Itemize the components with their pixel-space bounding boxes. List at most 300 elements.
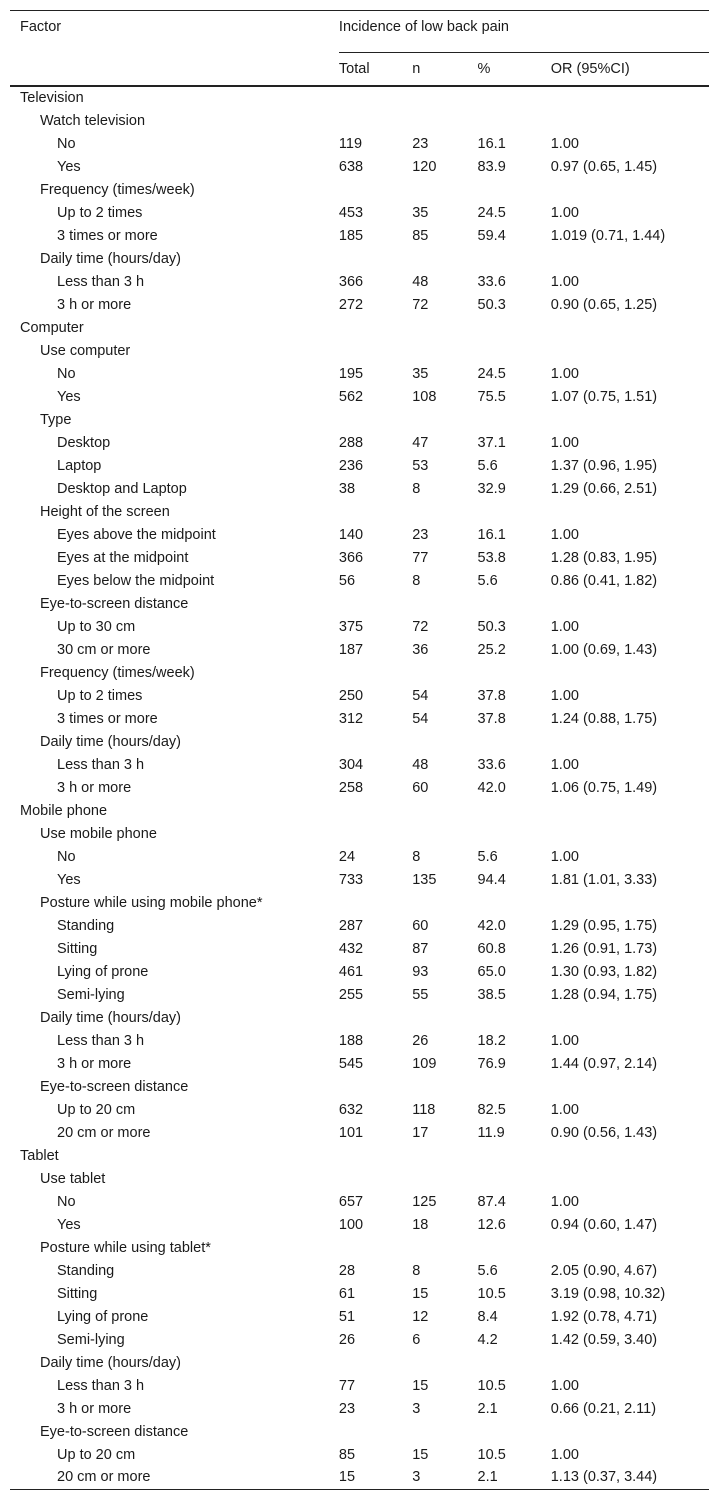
table-row (10, 293, 709, 316)
factor-cell: Eye-to-screen distance (40, 1078, 189, 1095)
factor-cell: Height of the screen (40, 503, 170, 520)
pct-cell: 37.8 (477, 687, 506, 704)
subsection-row (10, 1006, 709, 1029)
factor-cell: Tablet (20, 1147, 59, 1164)
table-row (10, 224, 709, 247)
factor-cell: Up to 30 cm (57, 618, 136, 635)
pct-cell: 76.9 (477, 1055, 506, 1072)
total-cell: 56 (338, 572, 356, 589)
table-row (10, 1190, 709, 1213)
n-cell (412, 1167, 477, 1190)
factor-cell: Laptop (57, 457, 102, 474)
n-cell: 8 (412, 480, 421, 497)
n-cell (412, 178, 477, 201)
total-cell: 272 (338, 296, 364, 313)
pct-cell (478, 661, 551, 684)
subsection-row (10, 1167, 709, 1190)
table-row (10, 385, 709, 408)
n-cell (412, 822, 477, 845)
pct-cell (478, 1420, 551, 1443)
n-cell (412, 891, 477, 914)
total-cell (339, 408, 412, 431)
total-cell: 545 (338, 1055, 364, 1072)
pct-cell (478, 1006, 551, 1029)
total-cell: 288 (338, 434, 364, 451)
n-cell (412, 1236, 477, 1259)
factor-cell: Eye-to-screen distance (40, 1423, 189, 1440)
n-cell: 54 (412, 687, 429, 704)
or-cell: 1.00 (550, 526, 579, 543)
table-row (10, 707, 709, 730)
pct-cell: 10.5 (477, 1446, 506, 1463)
data-table (10, 10, 709, 1490)
total-cell (339, 316, 412, 339)
total-cell (339, 592, 412, 615)
table-row (10, 983, 709, 1006)
pct-cell: 10.5 (477, 1377, 506, 1394)
total-cell: 101 (338, 1124, 364, 1141)
or-cell (551, 247, 709, 270)
or-cell: 1.26 (0.91, 1.73) (550, 940, 658, 957)
n-cell: 36 (412, 641, 429, 658)
pct-cell: 16.1 (477, 526, 506, 543)
total-cell: 733 (338, 871, 364, 888)
or-header: OR (95%CI) (550, 61, 630, 77)
or-cell: 1.00 (550, 1193, 579, 1210)
total-cell: 51 (338, 1308, 356, 1325)
n-cell: 60 (412, 779, 429, 796)
total-cell (339, 1351, 412, 1374)
total-cell: 453 (338, 204, 364, 221)
total-cell (339, 1006, 412, 1029)
pct-cell: 33.6 (477, 756, 506, 773)
factor-cell: Type (40, 411, 72, 428)
total-cell (339, 1144, 412, 1167)
pct-cell: 2.1 (477, 1400, 498, 1417)
factor-cell: No (57, 135, 76, 152)
n-cell: 72 (412, 618, 429, 635)
or-cell: 1.019 (0.71, 1.44) (550, 227, 666, 244)
total-cell: 366 (338, 273, 364, 290)
total-cell: 250 (338, 687, 364, 704)
pct-cell: 53.8 (477, 549, 506, 566)
table-row (10, 1466, 709, 1489)
pct-cell (478, 408, 551, 431)
or-cell: 1.00 (550, 1446, 579, 1463)
pct-cell: 18.2 (477, 1032, 506, 1049)
table-header (10, 11, 709, 87)
or-cell: 1.00 (550, 365, 579, 382)
factor-cell: Desktop (57, 434, 111, 451)
n-cell: 48 (412, 756, 429, 773)
factor-cell: Eyes at the midpoint (57, 549, 189, 566)
total-cell (339, 339, 412, 362)
subsection-row (10, 891, 709, 914)
total-cell: 195 (338, 365, 364, 382)
factor-cell: Yes (57, 388, 81, 405)
pct-cell: 2.1 (477, 1469, 498, 1486)
table-row (10, 1397, 709, 1420)
n-cell (412, 1075, 477, 1098)
n-cell (412, 1351, 477, 1374)
or-cell: 1.24 (0.88, 1.75) (550, 710, 658, 727)
factor-cell: Mobile phone (20, 802, 108, 819)
pct-cell (478, 1236, 551, 1259)
or-cell (551, 661, 709, 684)
n-cell: 8 (412, 848, 421, 865)
pct-cell: 24.5 (477, 365, 506, 382)
n-cell: 135 (412, 871, 437, 888)
factor-cell: Desktop and Laptop (57, 480, 187, 497)
n-cell: 8 (412, 1262, 421, 1279)
table-row (10, 546, 709, 569)
factor-cell: No (57, 848, 76, 865)
pct-cell (478, 1167, 551, 1190)
or-cell (551, 1236, 709, 1259)
or-cell: 1.29 (0.95, 1.75) (550, 917, 658, 934)
total-cell: 187 (338, 641, 364, 658)
factor-cell: Lying of prone (57, 963, 149, 980)
total-cell: 188 (338, 1032, 364, 1049)
factor-header-spacer (10, 53, 339, 87)
n-cell: 77 (412, 549, 429, 566)
or-cell: 0.90 (0.65, 1.25) (550, 296, 658, 313)
pct-cell: 37.1 (477, 434, 506, 451)
factor-cell: Yes (57, 1216, 81, 1233)
total-cell (339, 1420, 412, 1443)
table-row (10, 684, 709, 707)
total-cell (339, 109, 412, 132)
pct-cell (478, 500, 551, 523)
table-body (10, 86, 709, 1489)
n-cell: 93 (412, 963, 429, 980)
or-cell: 1.00 (0.69, 1.43) (550, 641, 658, 658)
subsection-row (10, 500, 709, 523)
total-cell: 562 (338, 388, 364, 405)
factor-cell: Frequency (times/week) (40, 664, 195, 681)
n-cell: 72 (412, 296, 429, 313)
pct-cell: 33.6 (477, 273, 506, 290)
group-header: Incidence of low back pain (339, 11, 709, 53)
n-cell (412, 799, 477, 822)
n-cell: 23 (412, 135, 429, 152)
factor-cell: 3 h or more (57, 779, 132, 796)
or-cell (551, 891, 709, 914)
factor-cell: Use mobile phone (40, 825, 157, 842)
table-row (10, 362, 709, 385)
pct-cell: 10.5 (477, 1285, 506, 1302)
subsection-row (10, 1351, 709, 1374)
section-row (10, 799, 709, 822)
total-cell: 100 (338, 1216, 364, 1233)
factor-cell: 3 h or more (57, 1400, 132, 1417)
pct-cell (478, 247, 551, 270)
or-cell (551, 178, 709, 201)
total-cell (339, 178, 412, 201)
or-cell: 1.28 (0.83, 1.95) (550, 549, 658, 566)
table-row (10, 1098, 709, 1121)
table-row (10, 431, 709, 454)
factor-cell: Standing (57, 917, 115, 934)
or-cell: 0.66 (0.21, 2.11) (550, 1400, 657, 1417)
n-cell: 8 (412, 572, 421, 589)
factor-cell: Up to 20 cm (57, 1101, 136, 1118)
n-cell: 53 (412, 457, 429, 474)
pct-cell: 16.1 (477, 135, 506, 152)
factor-cell: Eyes below the midpoint (57, 572, 215, 589)
factor-cell: Standing (57, 1262, 115, 1279)
n-cell (412, 1144, 477, 1167)
or-cell: 1.28 (0.94, 1.75) (550, 986, 658, 1003)
n-cell: 6 (412, 1331, 421, 1348)
subsection-row (10, 109, 709, 132)
table-row (10, 776, 709, 799)
n-cell (412, 316, 477, 339)
table-row (10, 868, 709, 891)
table-row (10, 1029, 709, 1052)
total-cell: 258 (338, 779, 364, 796)
factor-cell: Semi-lying (57, 986, 125, 1003)
or-cell: 1.00 (550, 687, 579, 704)
pct-cell (478, 339, 551, 362)
n-cell (412, 339, 477, 362)
or-cell: 1.37 (0.96, 1.95) (550, 457, 658, 474)
total-cell: 375 (338, 618, 364, 635)
table-row (10, 914, 709, 937)
table-row (10, 960, 709, 983)
header-row-group (10, 11, 709, 53)
total-cell (339, 1075, 412, 1098)
factor-cell: Less than 3 h (57, 273, 145, 290)
or-cell: 3.19 (0.98, 10.32) (550, 1285, 666, 1302)
table-row (10, 523, 709, 546)
or-cell: 0.94 (0.60, 1.47) (550, 1216, 658, 1233)
pct-cell: 65.0 (477, 963, 506, 980)
subsection-row (10, 247, 709, 270)
total-cell: 28 (338, 1262, 356, 1279)
factor-cell: Sitting (57, 940, 98, 957)
factor-cell: No (57, 365, 76, 382)
table-row (10, 1121, 709, 1144)
table-row (10, 1374, 709, 1397)
table-row (10, 937, 709, 960)
table-row (10, 1305, 709, 1328)
total-cell: 632 (338, 1101, 364, 1118)
n-cell: 3 (412, 1469, 421, 1486)
table-row (10, 155, 709, 178)
n-cell: 120 (412, 158, 437, 175)
factor-cell: 3 h or more (57, 296, 132, 313)
total-cell (339, 799, 412, 822)
pct-cell: 4.2 (477, 1331, 498, 1348)
factor-cell: Daily time (hours/day) (40, 1009, 182, 1026)
factor-cell: Yes (57, 871, 81, 888)
factor-cell: Daily time (hours/day) (40, 733, 182, 750)
pct-cell: 25.2 (477, 641, 506, 658)
or-cell (551, 408, 709, 431)
factor-cell: Semi-lying (57, 1331, 125, 1348)
factor-cell: Eyes above the midpoint (57, 526, 216, 543)
n-cell: 17 (412, 1124, 429, 1141)
factor-cell: Less than 3 h (57, 756, 145, 773)
subsection-row (10, 178, 709, 201)
factor-cell: Television (20, 90, 84, 106)
factor-cell: 20 cm or more (57, 1469, 151, 1486)
factor-cell: Less than 3 h (57, 1377, 145, 1394)
table-row (10, 845, 709, 868)
section-row (10, 86, 709, 109)
or-cell: 1.00 (550, 204, 579, 221)
pct-cell (478, 592, 551, 615)
n-cell (412, 408, 477, 431)
factor-cell: 20 cm or more (57, 1124, 151, 1141)
pct-cell (478, 799, 551, 822)
pct-cell: 5.6 (477, 848, 498, 865)
table-row (10, 1213, 709, 1236)
total-cell: 255 (338, 986, 364, 1003)
total-cell: 15 (338, 1469, 356, 1486)
total-cell: 461 (338, 963, 364, 980)
n-cell (412, 1420, 477, 1443)
pct-cell (478, 316, 551, 339)
n-cell: 35 (412, 204, 429, 221)
table-row (10, 1443, 709, 1466)
n-cell (412, 109, 477, 132)
n-cell (412, 500, 477, 523)
n-cell (412, 730, 477, 753)
total-cell: 304 (338, 756, 364, 773)
pct-cell: 83.9 (477, 158, 506, 175)
subsection-row (10, 592, 709, 615)
or-cell: 2.05 (0.90, 4.67) (550, 1262, 658, 1279)
factor-cell: Yes (57, 158, 81, 175)
pct-cell: 32.9 (477, 480, 506, 497)
factor-header: Factor (20, 19, 62, 35)
n-cell (412, 1006, 477, 1029)
n-cell: 47 (412, 434, 429, 451)
subsection-row (10, 730, 709, 753)
factor-cell: No (57, 1193, 76, 1210)
or-cell: 1.00 (550, 756, 579, 773)
table-row (10, 201, 709, 224)
factor-cell: 3 times or more (57, 227, 158, 244)
subsection-row (10, 408, 709, 431)
factor-cell: Sitting (57, 1285, 98, 1302)
or-cell: 0.86 (0.41, 1.82) (550, 572, 658, 589)
n-cell: 48 (412, 273, 429, 290)
total-header: Total (338, 61, 370, 77)
pct-cell: 50.3 (477, 296, 506, 313)
subsection-row (10, 1236, 709, 1259)
table-row (10, 132, 709, 155)
n-cell: 54 (412, 710, 429, 727)
or-cell: 1.00 (550, 1101, 579, 1118)
pct-cell (478, 822, 551, 845)
factor-cell: 3 times or more (57, 710, 158, 727)
or-cell: 1.44 (0.97, 2.14) (550, 1055, 658, 1072)
factor-cell: Up to 20 cm (57, 1446, 136, 1463)
table-row (10, 569, 709, 592)
n-cell: 35 (412, 365, 429, 382)
factor-cell: 30 cm or more (57, 641, 151, 658)
total-cell: 23 (338, 1400, 356, 1417)
n-cell: 109 (412, 1055, 437, 1072)
factor-cell: 3 h or more (57, 1055, 132, 1072)
or-cell (551, 1351, 709, 1374)
factor-cell: Daily time (hours/day) (40, 1354, 182, 1371)
total-cell (339, 730, 412, 753)
total-cell (339, 247, 412, 270)
total-cell (339, 1167, 412, 1190)
or-cell (551, 1420, 709, 1443)
factor-cell: Up to 2 times (57, 687, 143, 704)
subsection-row (10, 822, 709, 845)
factor-cell: Up to 2 times (57, 204, 143, 221)
n-cell: 3 (412, 1400, 421, 1417)
n-cell: 125 (412, 1193, 437, 1210)
or-cell: 1.92 (0.78, 4.71) (550, 1308, 658, 1325)
pct-cell (478, 891, 551, 914)
total-cell: 638 (338, 158, 364, 175)
total-cell: 140 (338, 526, 364, 543)
n-cell: 18 (412, 1216, 429, 1233)
total-cell: 24 (338, 848, 356, 865)
table-row (10, 1282, 709, 1305)
pct-cell: 8.4 (477, 1308, 498, 1325)
or-cell: 1.00 (550, 434, 579, 451)
or-cell: 1.00 (550, 273, 579, 290)
total-cell (339, 500, 412, 523)
pct-cell: 60.8 (477, 940, 506, 957)
or-cell (551, 339, 709, 362)
section-row (10, 316, 709, 339)
pct-cell: 87.4 (477, 1193, 506, 1210)
total-cell (339, 661, 412, 684)
total-cell: 119 (338, 135, 363, 152)
or-cell: 0.97 (0.65, 1.45) (550, 158, 658, 175)
factor-cell: Computer (20, 319, 84, 336)
or-cell (551, 1167, 709, 1190)
factor-cell: Posture while using mobile phone* (40, 894, 263, 911)
or-cell (551, 109, 709, 132)
pct-cell: 42.0 (477, 917, 506, 934)
pct-cell: 59.4 (477, 227, 506, 244)
or-cell: 1.00 (550, 1032, 579, 1049)
pct-cell: 38.5 (477, 986, 506, 1003)
n-cell: 108 (412, 388, 437, 405)
factor-cell: Use computer (40, 342, 131, 359)
total-cell: 77 (338, 1377, 356, 1394)
total-cell: 26 (338, 1331, 356, 1348)
table-row (10, 615, 709, 638)
n-cell: 15 (412, 1446, 429, 1463)
factor-cell: Frequency (times/week) (40, 181, 195, 198)
pct-cell (478, 1075, 551, 1098)
or-cell: 1.29 (0.66, 2.51) (550, 480, 658, 497)
n-cell: 55 (412, 986, 429, 1003)
n-cell (412, 247, 477, 270)
pct-cell: 94.4 (477, 871, 506, 888)
table-row (10, 1259, 709, 1282)
n-cell: 23 (412, 526, 429, 543)
total-cell (339, 1236, 412, 1259)
total-cell (339, 822, 412, 845)
n-cell (412, 86, 477, 109)
pct-cell: 75.5 (477, 388, 506, 405)
or-cell (551, 500, 709, 523)
table-row (10, 477, 709, 500)
total-cell: 312 (338, 710, 364, 727)
